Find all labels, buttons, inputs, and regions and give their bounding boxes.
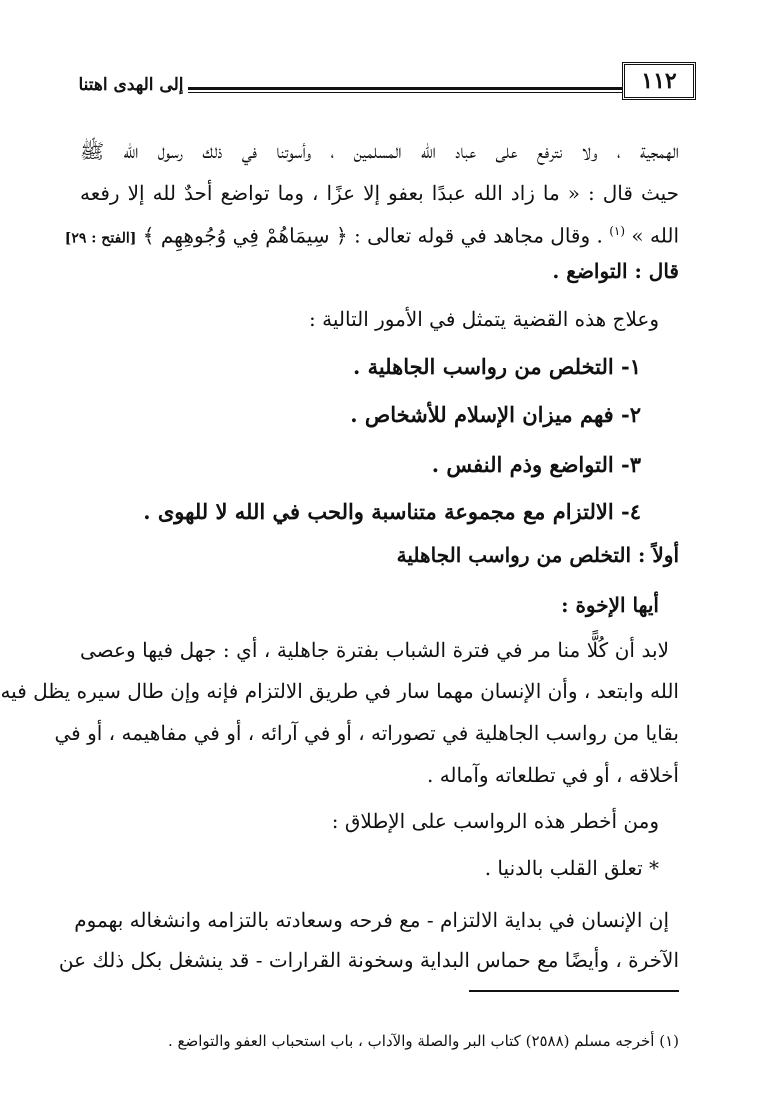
list-item: ٢- فهم ميزان الإسلام للأشخاص . [350,402,641,427]
footnote-marker: (١) [609,224,626,238]
body-line: حيث قال : « ما زاد الله عبدًا بعفو إلا عزًا ، وما تواضع أحدٌ لله إلا رفعه [80,181,679,205]
quote-end: الله » [631,223,679,248]
header-rule [188,87,622,93]
body-line [64,216,679,254]
body-line: بقايا من رواسب الجاهلية في تصوراته ، أو في آرائه ، أو في مفاهيمه ، أو في [54,721,679,745]
body-line: إن الإنسان في بداية الالتزام - مع فرحه وسعادته بالتزامه وانشغاله بهموم [74,908,669,932]
body-line: لابد أن كُلًّا منا مر في فترة الشباب بفترة جاهلية ، أي : جهل فيها وعصى [80,638,669,662]
body-line: * تعلق القلب بالدنيا . [484,856,659,880]
running-header [76,62,696,106]
book-title: إلى الهدى اهتنا [78,75,184,95]
list-item: ٤- الالتزام مع مجموعة متناسبة والحب في الله لا للهوى . [143,499,641,524]
list-item: ٣- التواضع وذم النفس . [431,452,641,477]
body-line: الهمجية ، ولا نترفع على عباد الله المسلمين ، وأسوتنا في ذلك رسول الله ﷺ [80,139,679,163]
body-line: قال : التواضع . [552,259,679,283]
body-line: الله وابتعد ، وأن الإنسان مهما سار في طريق الالتزام فإنه وإن طال سيره يظل فيه [0,679,679,703]
quran-citation: . وقال مجاهد في قوله تعالى : ﴿ سِيمَاهُمْ فِي وُجُوهِهِم ﴾ [142,223,603,248]
section-heading: أولاً : التخلص من رواسب الجاهلية [396,543,679,567]
page-number-box [622,62,696,100]
body-line: ومن أخطر هذه الرواسب على الإطلاق : [331,809,659,833]
body-line: وعلاج هذه القضية يتمثل في الأمور التالية : [309,307,659,331]
footnote: (١) أخرجه مسلم (٢٥٨٨) كتاب البر والصلة والآداب ، باب استحباب العفو والتواضع . [167,1032,679,1050]
footnote-rule [469,990,679,992]
page-number: ١١٢ [641,68,677,94]
body-line: الآخرة ، وأيضًا مع حماس البداية وسخونة القرارات - قد ينشغل بكل ذلك عن [58,948,679,972]
body-line: أخلاقه ، أو في تطلعاته وآماله . [426,763,679,787]
surah-reference: [الفتح : ٢٩] [64,230,137,247]
body-line: أيها الإخوة : [561,593,659,617]
list-item: ١- التخلص من رواسب الجاهلية . [352,354,641,379]
